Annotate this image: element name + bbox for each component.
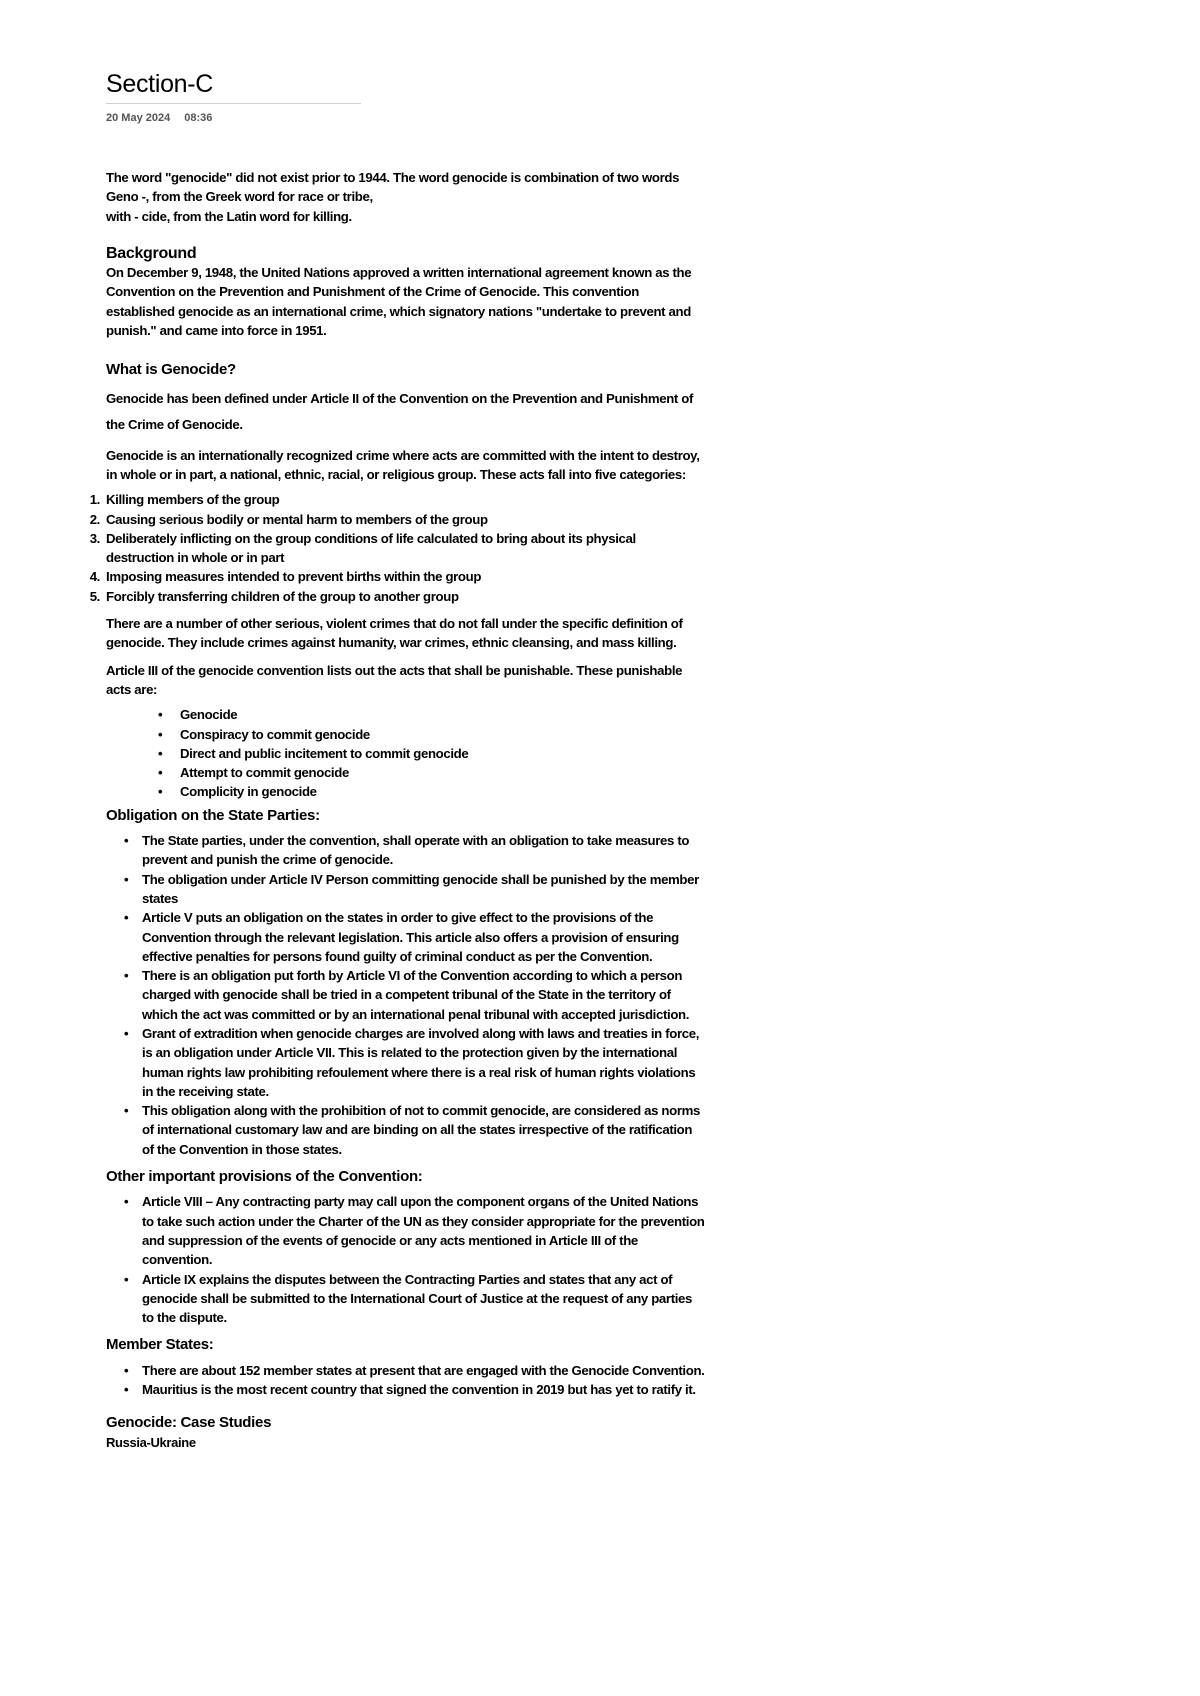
list-item: • Conspiracy to commit genocide [106, 725, 706, 744]
article-iii-paragraph: Article III of the genocide convention lists out the acts that shall be punishable. These punishable acts are: [106, 662, 683, 697]
timestamp [106, 112, 706, 124]
other-provisions-heading: Other important provisions of the Convention: [106, 1168, 423, 1186]
article-ref: Article III [106, 662, 158, 678]
note-date: 20 May 2024 [106, 112, 171, 124]
article-ref: Article II [310, 390, 359, 406]
list-item: • Article VIII – Any contracting party may call upon the component organs of the United Nations to take such action under the Charter of the UN as they consider appropriate for the prevention and suppression of the events of genocide or any acts mentioned in Article III of the convention. [106, 1192, 706, 1269]
punishable-acts-list [106, 705, 706, 801]
case-studies-subheading: Russia-Ukraine [106, 1434, 196, 1450]
list-item: 5. Forcibly transferring children of the group to another group [89, 588, 459, 604]
list-item: • Direct and public incitement to commit genocide [106, 744, 706, 763]
list-item: • The obligation under Article IV Person committing genocide shall be punished by the member states [106, 870, 706, 909]
what-is-heading: What is Genocide? [106, 361, 236, 379]
case-studies-heading: Genocide: Case Studies [106, 1414, 272, 1432]
list-item: • Complicity in genocide [106, 782, 706, 801]
obligation-list [106, 831, 706, 1159]
note-time: 08:36 [184, 112, 213, 124]
list-item: 4. Imposing measures intended to prevent births within the group [89, 569, 482, 585]
member-states-list [106, 1361, 706, 1400]
obligation-heading: Obligation on the State Parties: [106, 806, 320, 824]
list-item: • Genocide [106, 705, 706, 724]
intro-line: The word "genocide" did not exist prior to 1944. The word genocide is combination of two words [106, 170, 680, 185]
categories-list [89, 490, 706, 606]
list-item: 1. Killing members of the group [89, 492, 280, 508]
intro-line: with - cide, from the Latin word for killing. [106, 208, 352, 224]
list-item: • This obligation along with the prohibition of not to commit genocide, are considered as norms of international customary law and are binding on all the states irrespective of the ratification of the Convention in those states. [106, 1101, 706, 1159]
list-item: • Attempt to commit genocide [106, 763, 706, 782]
page-title: Section-C [106, 70, 361, 104]
note-body [89, 168, 706, 1452]
note-page [89, 70, 706, 1452]
list-item: • Mauritius is the most recent country that signed the convention in 2019 but has yet to ratify it. [106, 1380, 706, 1399]
definition-paragraph: Genocide has been defined under Article II of the Convention on the Prevention and Punishment of the Crime of Genocide. [106, 390, 694, 432]
list-item: • There are about 152 member states at present that are engaged with the Genocide Convention. [106, 1361, 706, 1380]
background-heading: Background [106, 244, 197, 262]
list-item: 2. Causing serious bodily or mental harm to members of the group [89, 511, 488, 527]
list-item: • The State parties, under the convention, shall operate with an obligation to take measures to prevent and punish the crime of genocide. [106, 831, 706, 870]
list-item: • Grant of extradition when genocide charges are involved along with laws and treaties in force, is an obligation under Article VII. This is related to the protection given by the international human rights law prohibiting refoulement where there is a real risk of human rights violations in the receiving state. [106, 1024, 706, 1101]
background-text: On December 9, 1948, the United Nations approved a written international agreement known as the Convention on the Prevention and Punishment of the Crime of Genocide. This convention established genocide as an international crime, which signatory nations "undertake to prevent and punish." and came into force in 1951. [106, 265, 692, 339]
list-item: • Article V puts an obligation on the states in order to give effect to the provisions of the Convention through the relevant legislation. This article also offers a provision of ensuring effective penalties for persons found guilty of criminal conduct as per the Convention. [106, 908, 706, 966]
member-states-heading: Member States: [106, 1336, 214, 1354]
other-crimes-paragraph: There are a number of other serious, violent crimes that do not fall under the specific definition of genocide. They include crimes against humanity, war crimes, ethnic cleansing, and mass killing. [106, 616, 683, 651]
list-item: 3. Deliberately inflicting on the group conditions of life calculated to bring about its physical destruction in whole or in part [89, 530, 636, 566]
categories-intro: Genocide is an internationally recognized crime where acts are committed with the intent to destroy, in whole or in part, a national, ethnic, racial, or religious group. These acts fall into five categories: [106, 447, 700, 482]
intro-block [106, 168, 706, 226]
other-provisions-list [106, 1192, 706, 1327]
list-item: • Article IX explains the disputes between the Contracting Parties and states that any act of genocide shall be submitted to the International Court of Justice at the request of any parties to the dispute. [106, 1270, 706, 1328]
intro-line: Geno -, from the Greek word for race or tribe, [106, 189, 373, 205]
list-item: • There is an obligation put forth by Article VI of the Convention according to which a person charged with genocide shall be tried in a competent tribunal of the State in the territory of which the act was committed or by an international penal tribunal with accepted jurisdiction. [106, 966, 706, 1024]
